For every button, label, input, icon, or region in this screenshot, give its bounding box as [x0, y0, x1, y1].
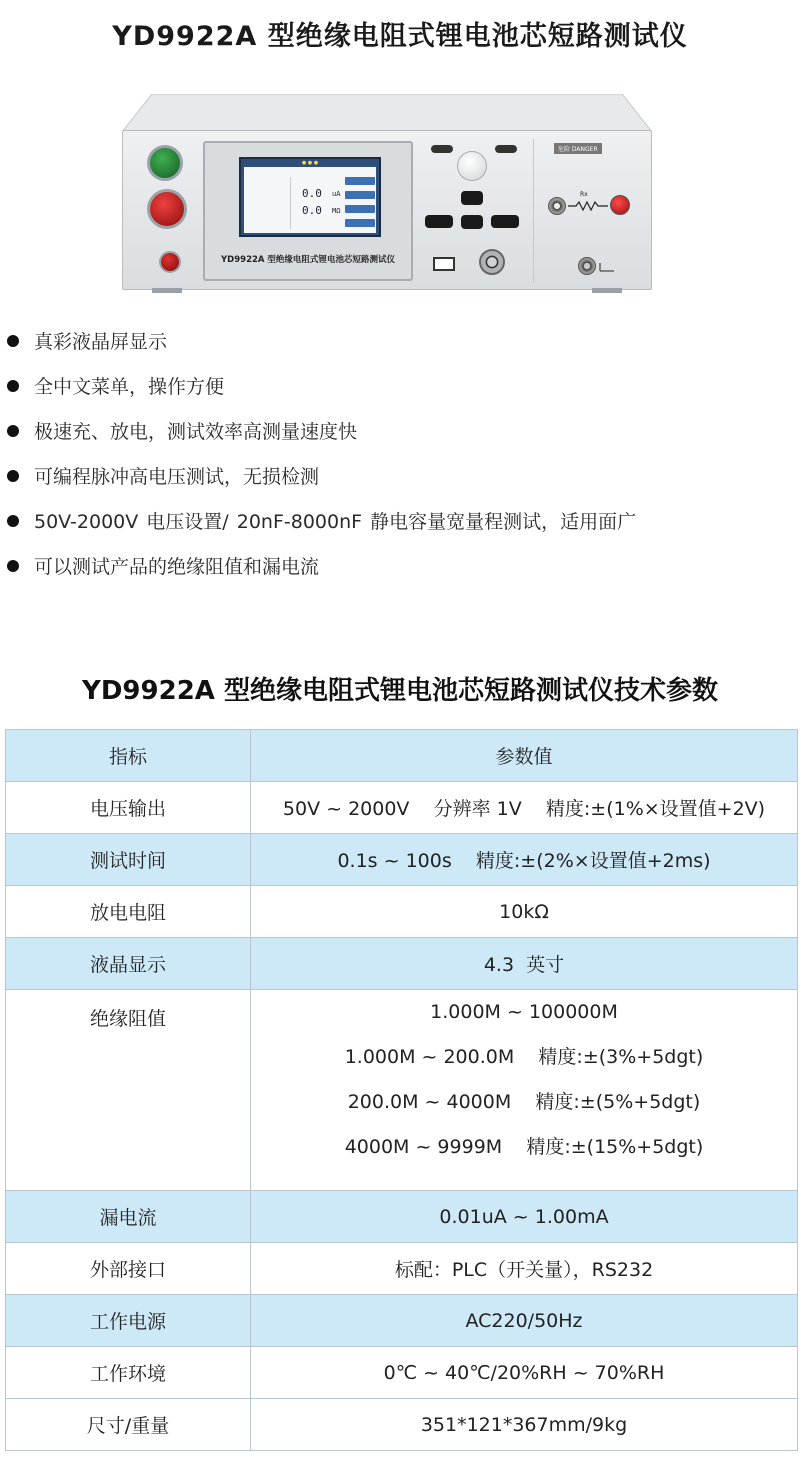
- key-button: [431, 145, 453, 153]
- feature-text: 50V-2000V 电压设置/ 20nF-8000nF 静电容量宽量程测试，适用面广: [34, 511, 637, 533]
- rx-label: Rx: [580, 191, 588, 198]
- spec-value-multiline: [251, 990, 798, 1191]
- spec-value-line: 4000M ~ 9999M 精度:±(15%+5dgt): [344, 1136, 704, 1158]
- interface-connector: [479, 249, 505, 275]
- output-terminal-panel: [533, 139, 646, 283]
- feature-text: 可以测试产品的绝缘阻值和漏电流: [34, 556, 320, 578]
- spec-value: 0℃ ~ 40℃/20%RH ~ 70%RH: [251, 1347, 798, 1399]
- danger-label: 危险 DANGER: [554, 143, 602, 154]
- spec-name: 液晶显示: [6, 938, 251, 990]
- spec-value: 标配：PLC（开关量），RS232: [251, 1243, 798, 1295]
- lcd-softkey: [345, 205, 375, 213]
- right-key: [491, 215, 519, 228]
- lcd-unit-current: uA: [332, 190, 341, 198]
- arrow-down-key: [461, 215, 483, 229]
- spec-value: 351*121*367mm/9kg: [251, 1399, 798, 1451]
- high-voltage-terminal: [548, 197, 566, 215]
- spec-value-line: 1.000M ~ 100000M: [430, 1001, 618, 1023]
- spec-value-line: 200.0M ~ 4000M 精度:±(5%+5dgt): [347, 1091, 701, 1113]
- spec-value: 50V ~ 2000V 分辨率 1V 精度:±(1%×设置值+2V): [251, 782, 798, 834]
- control-keypad: [423, 139, 523, 284]
- lcd-header: ● ● ●: [301, 160, 319, 166]
- spec-name: 绝缘阻值: [6, 990, 251, 1191]
- table-header-row: [6, 730, 798, 782]
- lcd-value-current: 0.0: [302, 187, 322, 200]
- bullet-icon: [7, 560, 19, 572]
- list-item: [0, 370, 800, 400]
- spec-name: 测试时间: [6, 834, 251, 886]
- table-row: [6, 1191, 798, 1243]
- device-photo: [122, 94, 652, 294]
- spec-name: 工作环境: [6, 1347, 251, 1399]
- lcd-unit-resistance: MΩ: [332, 207, 341, 215]
- table-row: [6, 834, 798, 886]
- left-key: [425, 215, 453, 228]
- bullet-icon: [7, 515, 19, 527]
- feature-text: 真彩液晶屏显示: [34, 331, 168, 353]
- column-header-value: 参数值: [251, 730, 798, 782]
- ground-terminal: [578, 257, 596, 275]
- spec-value: 0.01uA ~ 1.00mA: [251, 1191, 798, 1243]
- feature-text: 可编程脉冲高电压测试，无损检测: [34, 466, 320, 488]
- spec-name: 电压输出: [6, 782, 251, 834]
- lcd-value-resistance: 0.0: [302, 204, 322, 217]
- spec-value-line: 1.000M ~ 200.0M 精度:±(3%+5dgt): [344, 1046, 704, 1068]
- table-row: [6, 886, 798, 938]
- lcd-softkey: [345, 177, 375, 185]
- list-item: [0, 505, 800, 535]
- page-title: YD9922A 型绝缘电阻式锂电池芯短路测试仪: [112, 21, 688, 52]
- list-item: [0, 415, 800, 445]
- spec-value: 10kΩ: [251, 886, 798, 938]
- list-item: [0, 460, 800, 490]
- key-button: [495, 145, 517, 153]
- bullet-icon: [7, 380, 19, 392]
- table-row: [6, 990, 798, 1191]
- red-terminal: [610, 195, 630, 215]
- table-row: [6, 1243, 798, 1295]
- feature-text: 全中文菜单，操作方便: [34, 376, 225, 398]
- device-foot: [152, 288, 182, 293]
- table-row: [6, 782, 798, 834]
- lcd-softkey: [345, 219, 375, 227]
- spec-name: 放电电阻: [6, 886, 251, 938]
- spec-name: 漏电流: [6, 1191, 251, 1243]
- table-row: [6, 1399, 798, 1451]
- list-item: [0, 325, 800, 355]
- lcd-content: [244, 167, 376, 233]
- table-row: [6, 1347, 798, 1399]
- spec-value: AC220/50Hz: [251, 1295, 798, 1347]
- rotary-knob: [457, 151, 487, 181]
- arrow-up-key: [461, 191, 483, 205]
- feature-text: 极速充、放电，测试效率高测量速度快: [34, 421, 358, 443]
- table-row: [6, 1295, 798, 1347]
- power-switch: [159, 251, 181, 273]
- lcd-screen: [239, 157, 381, 237]
- table-row: [6, 938, 798, 990]
- spec-name: 工作电源: [6, 1295, 251, 1347]
- device-front-panel: [122, 130, 652, 290]
- spec-title: YD9922A 型绝缘电阻式锂电池芯短路测试仪技术参数: [82, 676, 718, 706]
- device-top-cover: [122, 94, 652, 134]
- bullet-icon: [7, 470, 19, 482]
- bullet-icon: [7, 425, 19, 437]
- spec-name: 尺寸/重量: [6, 1399, 251, 1451]
- lcd-softkey: [345, 191, 375, 199]
- resistor-symbol: [568, 201, 608, 211]
- device-foot: [592, 288, 622, 293]
- model-plate: YD9922A 型绝缘电阻式锂电池芯短路测试仪: [221, 255, 395, 265]
- ground-icon: [598, 261, 616, 273]
- spec-value: 4.3 英寸: [251, 938, 798, 990]
- usb-port: [433, 257, 455, 271]
- list-item: [0, 550, 800, 580]
- spec-name: 外部接口: [6, 1243, 251, 1295]
- spec-value: 0.1s ~ 100s 精度:±(2%×设置值+2ms): [251, 834, 798, 886]
- column-header-indicator: 指标: [6, 730, 251, 782]
- bullet-icon: [7, 335, 19, 347]
- lcd-left-column: [246, 177, 291, 229]
- lcd-frame: [203, 141, 413, 281]
- start-button: [147, 145, 183, 181]
- stop-button: [147, 189, 187, 229]
- spec-table: [5, 729, 798, 1451]
